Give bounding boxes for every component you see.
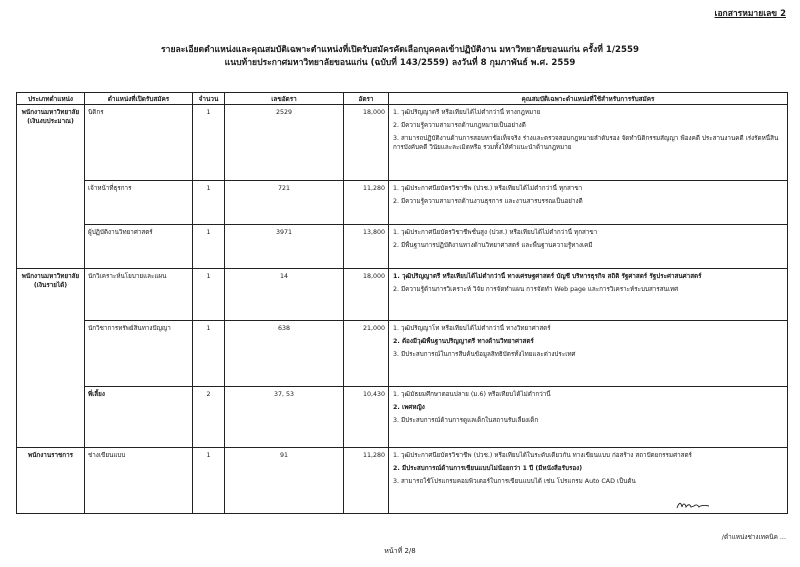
count-cell <box>193 321 225 387</box>
page-number: หน้าที่ 2/8 <box>384 547 416 555</box>
table-row <box>17 321 788 387</box>
rate-number: 2529 <box>275 109 293 116</box>
qualification-item: 2. มีความรู้ความสามารถด้านกฎหมายเป็นอย่างดี <box>393 122 526 129</box>
header-position-type: ประเภทตำแหน่ง <box>17 93 85 105</box>
salary-cell <box>344 448 389 514</box>
qualification-item: 2. มีความรู้ความสามารถด้านงานธุรการ และงานสารบรรณเป็นอย่างดี <box>393 198 583 205</box>
table-row <box>17 269 788 321</box>
qualifications-cell <box>389 105 788 181</box>
qualification-item: 1. วุฒิปริญญาโท หรือเทียบได้ไม่ต่ำกว่านี้ ทางวิทยาศาสตร์ <box>393 325 551 332</box>
position-cell <box>85 105 193 181</box>
position-type-label: พนักงานมหาวิทยาลัย <box>21 109 80 116</box>
salary: 13,800 <box>362 229 385 236</box>
document-title: รายละเอียดตำแหน่งและคุณสมบัติเฉพาะตำแหน่งที่เปิดรับสมัครคัดเลือกบุคคลเข้าปฏิบัติงาน มหาวิทยาลัยขอนแก่น ครั้งที่ 1/2559 <box>161 45 639 55</box>
rate-number-cell <box>225 105 344 181</box>
table-row <box>17 181 788 225</box>
qualification-item: 2. ต้องมีวุฒิพื้นฐานปริญญาตรี ทางด้านวิทยาศาสตร์ <box>393 338 534 345</box>
qualifications-cell <box>389 387 788 448</box>
rate-number-cell <box>225 181 344 225</box>
header-position: ตำแหน่งที่เปิดรับสมัคร <box>85 93 193 105</box>
salary: 11,280 <box>362 185 385 192</box>
salary-cell <box>344 105 389 181</box>
qualification-item: 3. สามารถปฏิบัติงานด้านการสอบหาข้อเท็จจริง ร่างและตรวจสอบกฎหมายลำดับรอง จัดทำนิติกรรมสัญญา ฟ้องคดี ประสานงานคดี เร่งรัดหนี้สิน การบังคับคดี วินัยและละเมิดหรือ รวมทั้งให้คำแนะนำด้านกฎหมาย <box>393 135 779 151</box>
qualification-item: 3. สามารถใช้โปรแกรมคอมพิวเตอร์ในการเขียนแบบได้ เช่น โปรแกรม Auto CAD เป็นต้น <box>393 478 636 485</box>
rate-number: 91 <box>279 452 288 459</box>
qualification-item: 2. มีความรู้ด้านการวิเคราะห์ วิจัย การจัดทำแผน การจัดทำ Web page และการวิเคราะห์ระบบสารสนเทศ <box>393 286 679 293</box>
salary-cell <box>344 387 389 448</box>
count-cell <box>193 181 225 225</box>
position-cell <box>85 387 193 448</box>
qualification-item: 1. วุฒิประกาศนียบัตรวิชาชีพ (ปวช.) หรือเทียบได้ในระดับเดียวกัน ทางเขียนแบบ ก่อสร้าง สถาปัตยกรรมศาสตร์ <box>393 452 692 459</box>
position-type-label: พนักงานมหาวิทยาลัย <box>21 273 80 280</box>
qualification-item: 1. วุฒิปริญญาตรี หรือเทียบได้ไม่ต่ำกว่านี้ ทางเศรษฐศาสตร์ บัญชี บริหารธุรกิจ สถิติ รัฐศาสตร์ รัฐประศาสนศาสตร์ <box>393 273 702 280</box>
salary-cell <box>344 225 389 269</box>
qualifications-cell <box>389 225 788 269</box>
salary-cell <box>344 269 389 321</box>
header-rate-number: เลขอัตรา <box>225 93 344 105</box>
salary: 18,000 <box>362 273 385 280</box>
rate-number: 638 <box>277 325 291 332</box>
position-count: 2 <box>206 391 211 398</box>
salary-cell <box>344 321 389 387</box>
position-name: ผู้ปฏิบัติงานวิทยาศาสตร์ <box>88 229 153 236</box>
rate-number: 721 <box>277 185 291 192</box>
position-name: เจ้าหน้าที่ธุรการ <box>88 185 132 192</box>
qualification-item: 1. วุฒิมัธยมศึกษาตอนปลาย (ม.6) หรือเทียบได้ไม่ต่ำกว่านี้ <box>393 391 551 398</box>
salary: 21,000 <box>362 325 385 332</box>
title-block <box>0 44 800 70</box>
table-row <box>17 225 788 269</box>
rate-number: 3971 <box>275 229 293 236</box>
rate-number-cell <box>225 448 344 514</box>
rate-number-cell <box>225 269 344 321</box>
qualification-item: 1. วุฒิประกาศนียบัตรวิชาชีพ (ปวช.) หรือเทียบได้ไม่ต่ำกว่านี้ ทุกสาขา <box>393 185 583 192</box>
salary-cell <box>344 181 389 225</box>
count-cell <box>193 105 225 181</box>
position-cell <box>85 181 193 225</box>
document-reference: เอกสารหมายเลข 2 <box>714 9 786 19</box>
position-cell <box>85 321 193 387</box>
positions-table <box>16 92 788 514</box>
position-name: นักวิชาการทรัพย์สินทางปัญญา <box>88 325 171 332</box>
position-count: 1 <box>206 325 211 332</box>
salary: 11,280 <box>362 452 385 459</box>
header-salary: อัตรา <box>344 93 389 105</box>
position-name: พี่เลี้ยง <box>88 391 105 398</box>
position-name: นิติกร <box>88 109 104 116</box>
continued-note: /ตำแหน่งช่างเทคนิค ... <box>721 533 786 541</box>
table-row <box>17 448 788 514</box>
qualification-item: 1. วุฒิปริญญาตรี หรือเทียบได้ไม่ต่ำกว่านี้ ทางกฎหมาย <box>393 109 541 116</box>
count-cell <box>193 225 225 269</box>
position-cell <box>85 269 193 321</box>
header-qualifications: คุณสมบัติเฉพาะตำแหน่งที่ใช้สำหรับการรับสมัคร <box>389 93 788 105</box>
qualification-item: 2. มีพื้นฐานการปฏิบัติงานทางด้านวิทยาศาสตร์ และพื้นฐานความรู้ทางเคมี <box>393 242 593 249</box>
table-header-row <box>17 93 788 105</box>
rate-number-cell <box>225 321 344 387</box>
signature <box>676 500 710 510</box>
qualifications-cell <box>389 448 788 514</box>
qualification-item: 2. มีประสบการณ์ด้านการเขียนแบบไม่น้อยกว่า 1 ปี (มีหนังสือรับรอง) <box>393 465 583 472</box>
position-count: 1 <box>206 109 211 116</box>
position-type-cell <box>17 105 85 269</box>
position-cell <box>85 225 193 269</box>
header-count: จำนวน <box>193 93 225 105</box>
salary: 10,430 <box>362 391 385 398</box>
rate-number-cell <box>225 387 344 448</box>
position-type-label: พนักงานราชการ <box>27 452 74 459</box>
position-name: นักวิเคราะห์นโยบายและแผน <box>88 273 167 280</box>
table-row <box>17 387 788 448</box>
qualifications-cell <box>389 269 788 321</box>
qualification-item: 1. วุฒิประกาศนียบัตรวิชาชีพชั้นสูง (ปวส.) หรือเทียบได้ไม่ต่ำกว่านี้ ทุกสาขา <box>393 229 598 236</box>
table-row <box>17 105 788 181</box>
rate-number: 37, 53 <box>273 391 295 398</box>
rate-number-cell <box>225 225 344 269</box>
count-cell <box>193 269 225 321</box>
qualification-item: 2. เพศหญิง <box>393 404 425 411</box>
count-cell <box>193 387 225 448</box>
qualification-item: 3. มีประสบการณ์ด้านการดูแลเด็กในสถานรับเลี้ยงเด็ก <box>393 417 539 424</box>
position-name: ช่างเขียนแบบ <box>88 452 126 459</box>
position-count: 1 <box>206 273 211 280</box>
position-count: 1 <box>206 229 211 236</box>
qualification-item: 3. มีประสบการณ์ในการสืบค้นข้อมูลสิทธิบัตรทั้งไทยและต่างประเทศ <box>393 351 576 358</box>
position-type-funding: (เงินงบประมาณ) <box>27 118 74 125</box>
qualifications-cell <box>389 181 788 225</box>
position-count: 1 <box>206 452 211 459</box>
count-cell <box>193 448 225 514</box>
position-count: 1 <box>206 185 211 192</box>
qualifications-cell <box>389 321 788 387</box>
position-cell <box>85 448 193 514</box>
position-type-cell <box>17 269 85 448</box>
rate-number: 14 <box>279 273 288 280</box>
position-type-cell <box>17 448 85 514</box>
salary: 18,000 <box>362 109 385 116</box>
position-type-funding: (เงินรายได้) <box>33 282 68 289</box>
document-subtitle: แนบท้ายประกาศมหาวิทยาลัยขอนแก่น (ฉบับที่ 143/2559) ลงวันที่ 8 กุมภาพันธ์ พ.ศ. 2559 <box>224 58 576 68</box>
